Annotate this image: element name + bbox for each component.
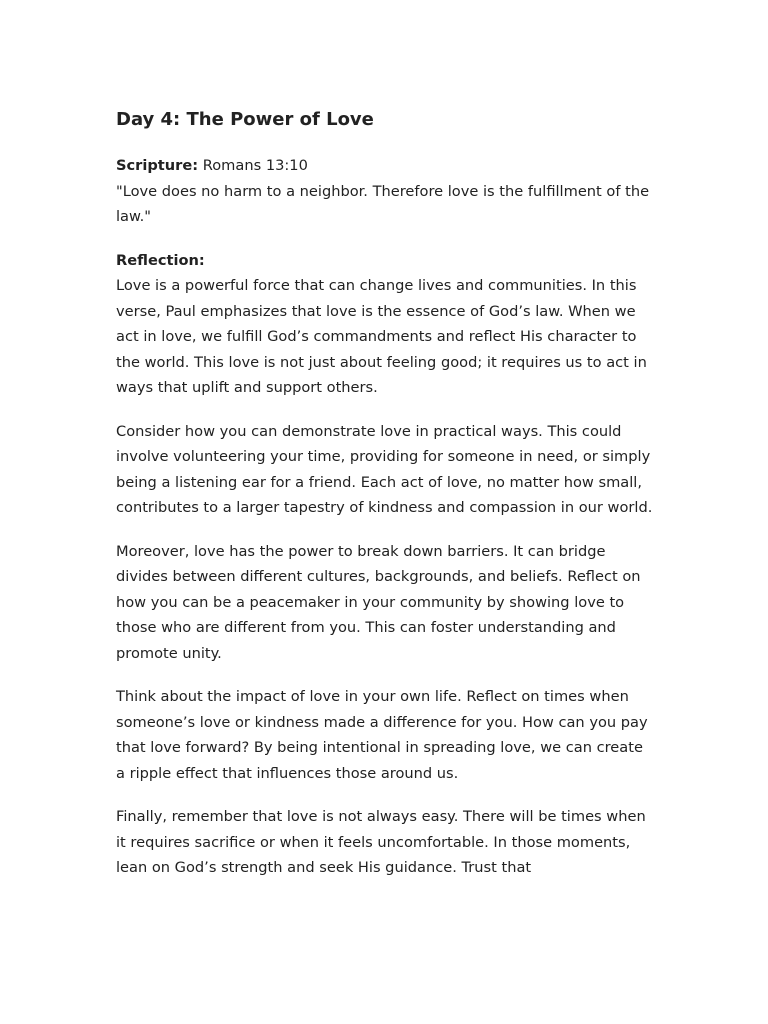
reflection-paragraph-3: Moreover, love has the power to break down barriers. It can bridge divides between different cultures, backgrounds, and beliefs. Reflect on how you can be a peacemaker in your community by showing love to those who are different from you. This can foster understanding and promote unity. bbox=[116, 542, 641, 662]
scripture-quote: "Love does no harm to a neighbor. Therefore love is the fulfillment of the law." bbox=[116, 182, 650, 225]
page-title: Day 4: The Power of Love bbox=[116, 109, 374, 130]
reflection-block bbox=[116, 248, 656, 401]
scripture-label: Scripture: bbox=[116, 157, 199, 174]
document-page bbox=[116, 107, 656, 899]
scripture-reference: Romans 13:10 bbox=[202, 157, 308, 174]
scripture-block bbox=[116, 153, 656, 230]
reflection-paragraph-5: Finally, remember that love is not always easy. There will be times when it requires sacrifice or when it feels uncomfortable. In those moments, lean on God’s strength and seek His guidance. Trust that bbox=[116, 808, 646, 876]
reflection-paragraph-2: Consider how you can demonstrate love in practical ways. This could involve volunteering your time, providing for someone in need, or simply being a listening ear for a friend. Each act of love, no matter how small, contributes to a larger tapestry of kindness and compassion in our world. bbox=[116, 422, 653, 516]
reflection-paragraph-4: Think about the impact of love in your own life. Reflect on times when someone’s love or kindness made a difference for you. How can you pay that love forward? By being intentional in spreading love, we can create a ripple effect that influences those around us. bbox=[116, 688, 648, 782]
reflection-paragraph-1: Love is a powerful force that can change lives and communities. In this verse, Paul emphasizes that love is the essence of God’s law. When we act in love, we fulfill God’s commandments and reflect His character to the world. This love is not just about feeling good; it requires us to act in ways that uplift and support others. bbox=[116, 277, 647, 396]
reflection-label: Reflection: bbox=[116, 251, 205, 269]
